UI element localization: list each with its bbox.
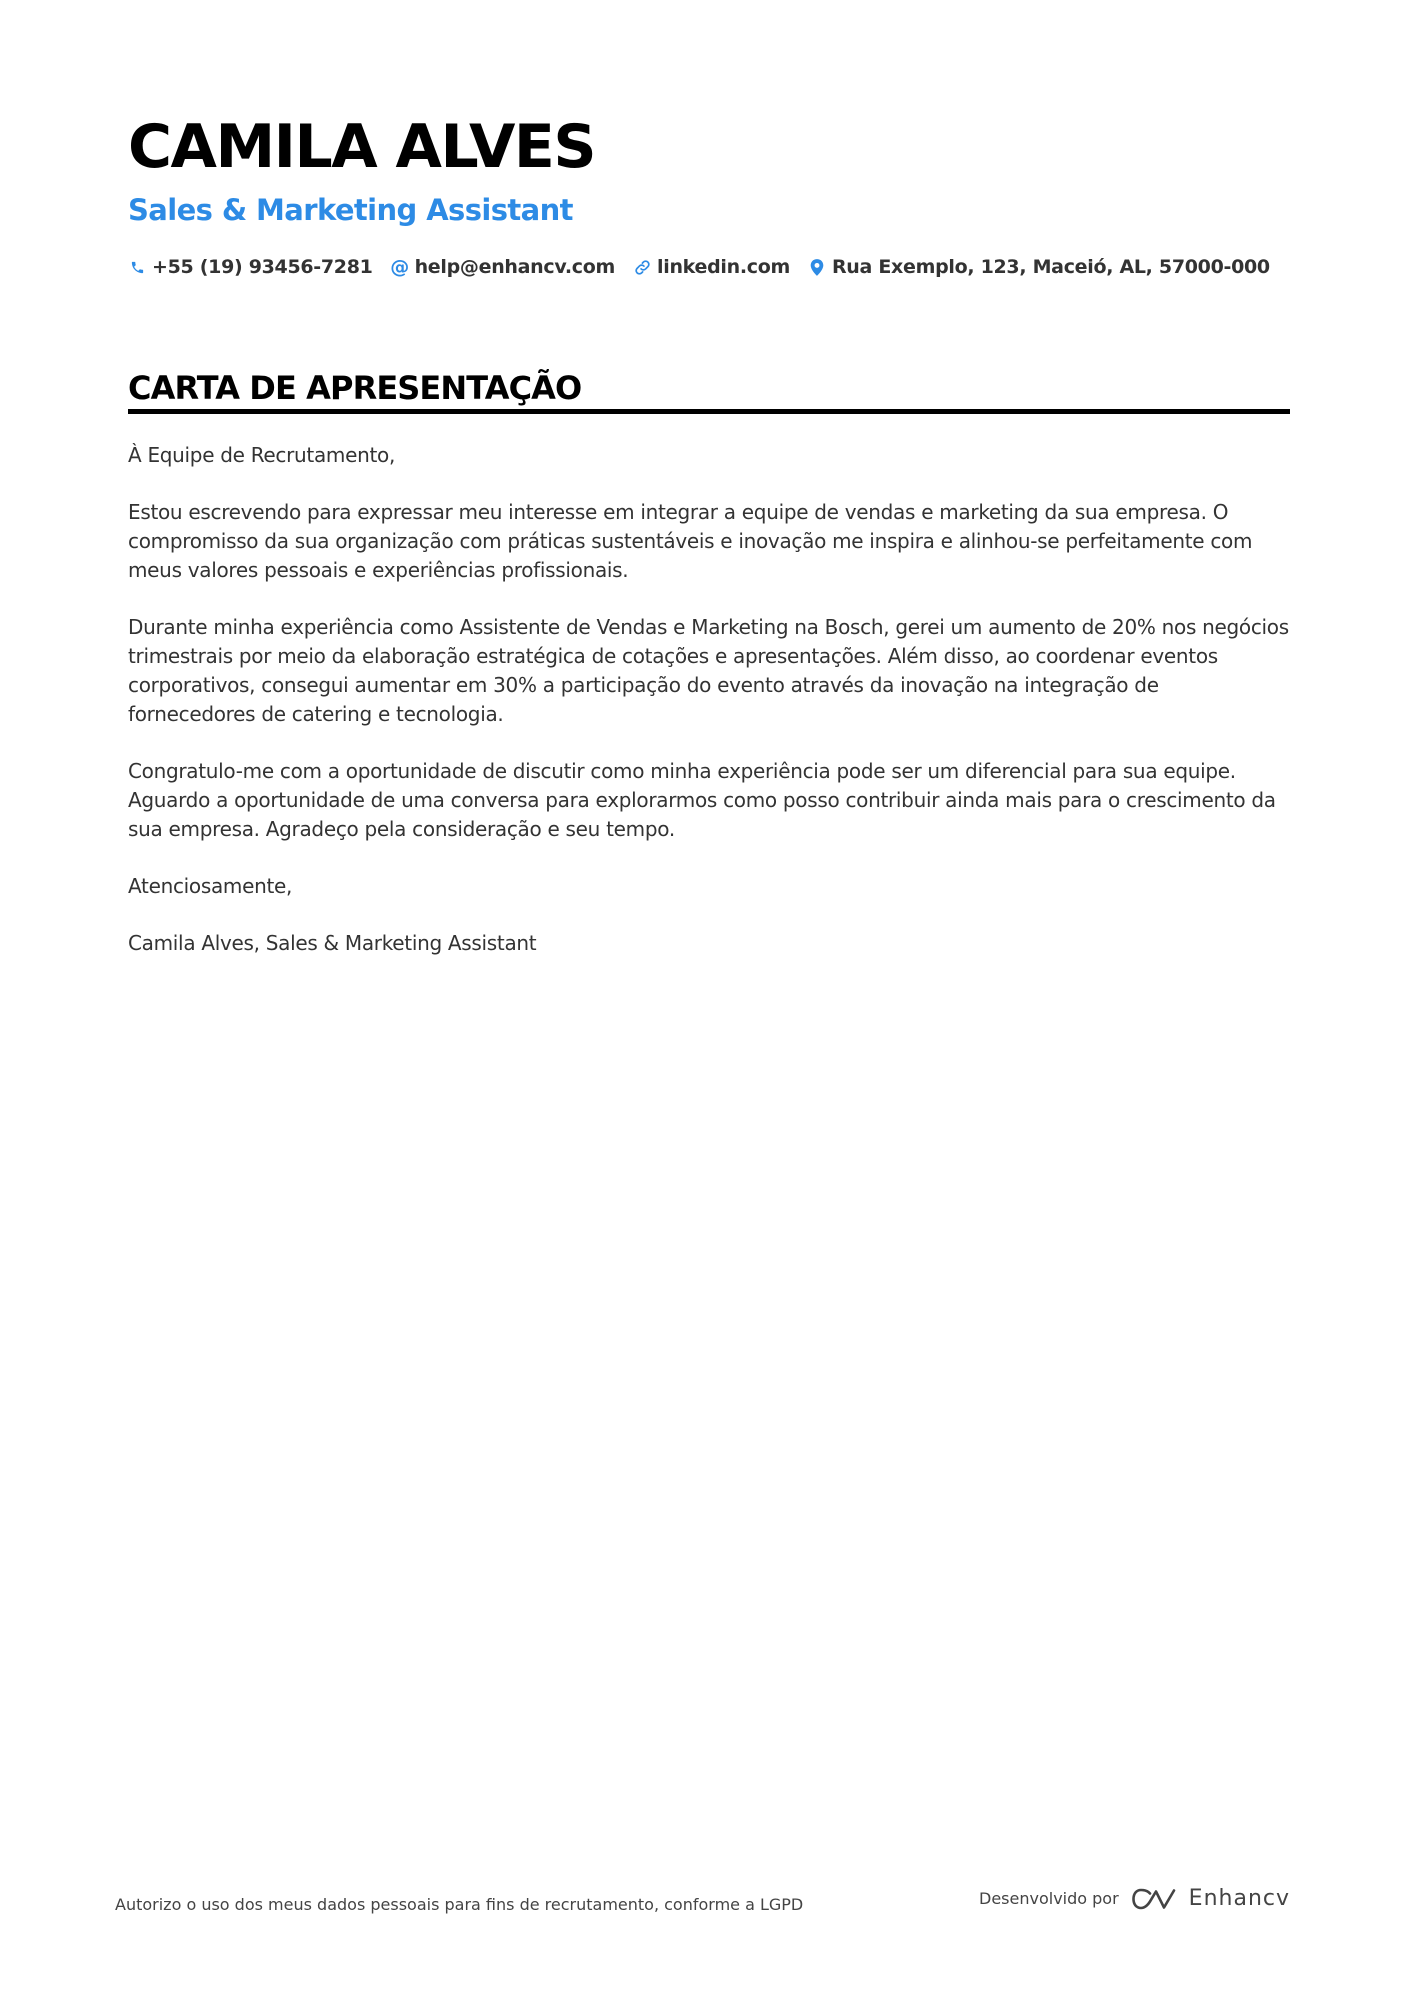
letter-closing: Atenciosamente, bbox=[128, 874, 293, 898]
letter-paragraph: Durante minha experiência como Assistente de Vendas e Marketing na Bosch, gerei um aumento de 20% nos negócios trimestrais por meio da elaboração estratégica de cotações e apresentações. Além disso, ao coordenar eventos corporativos, consegui aumentar em 30% a participação do evento através da inovação na integração de fornecedores de catering e tecnologia. bbox=[128, 615, 1289, 726]
letter-body bbox=[128, 441, 1290, 986]
letter-greeting: À Equipe de Recrutamento, bbox=[128, 443, 396, 467]
letter-signature: Camila Alves, Sales & Marketing Assistant bbox=[128, 931, 537, 955]
phone-icon bbox=[128, 258, 146, 276]
powered-by-label: Desenvolvido por bbox=[979, 1889, 1119, 1908]
letter-paragraph: Congratulo-me com a oportunidade de discutir como minha experiência pode ser um diferencial para sua equipe. Aguardo a oportunidade de uma conversa para explorarmos como posso contribuir ainda mais para o crescimento da sua empresa. Agradeço pela consideração e seu tempo. bbox=[128, 759, 1276, 841]
contact-address bbox=[808, 253, 1270, 281]
contact-linkedin-text: linkedin.com bbox=[657, 256, 790, 278]
contact-email-text: help@enhancv.com bbox=[414, 256, 616, 278]
contact-email bbox=[391, 253, 615, 281]
footer-consent: Autorizo o uso dos meus dados pessoais para fins de recrutamento, conforme a LGPD bbox=[115, 1895, 804, 1914]
at-icon: @ bbox=[390, 256, 409, 278]
candidate-role: Sales & Marketing Assistant bbox=[128, 193, 573, 227]
candidate-name: CAMILA ALVES bbox=[128, 112, 596, 182]
link-icon bbox=[633, 258, 651, 276]
enhancv-wordmark: Enhancv bbox=[1188, 1886, 1290, 1911]
powered-by bbox=[979, 1887, 1290, 1911]
enhancv-logo-icon bbox=[1131, 1887, 1177, 1911]
section-divider bbox=[128, 409, 1290, 414]
letter-paragraph: Estou escrevendo para expressar meu interesse em integrar a equipe de vendas e marketing da sua empresa. O compromisso da sua organização com práticas sustentáveis e inovação me inspira e alinhou-se perfeitamente com meus valores pessoais e experiências profissionais. bbox=[128, 500, 1253, 582]
contact-bar bbox=[128, 253, 1288, 281]
section-title: CARTA DE APRESENTAÇÃO bbox=[128, 369, 582, 407]
contact-linkedin bbox=[633, 253, 790, 281]
contact-phone-text: +55 (19) 93456-7281 bbox=[152, 256, 373, 278]
contact-phone bbox=[128, 253, 373, 281]
contact-address-text: Rua Exemplo, 123, Maceió, AL, 57000-000 bbox=[831, 256, 1270, 278]
location-pin-icon bbox=[808, 258, 826, 276]
